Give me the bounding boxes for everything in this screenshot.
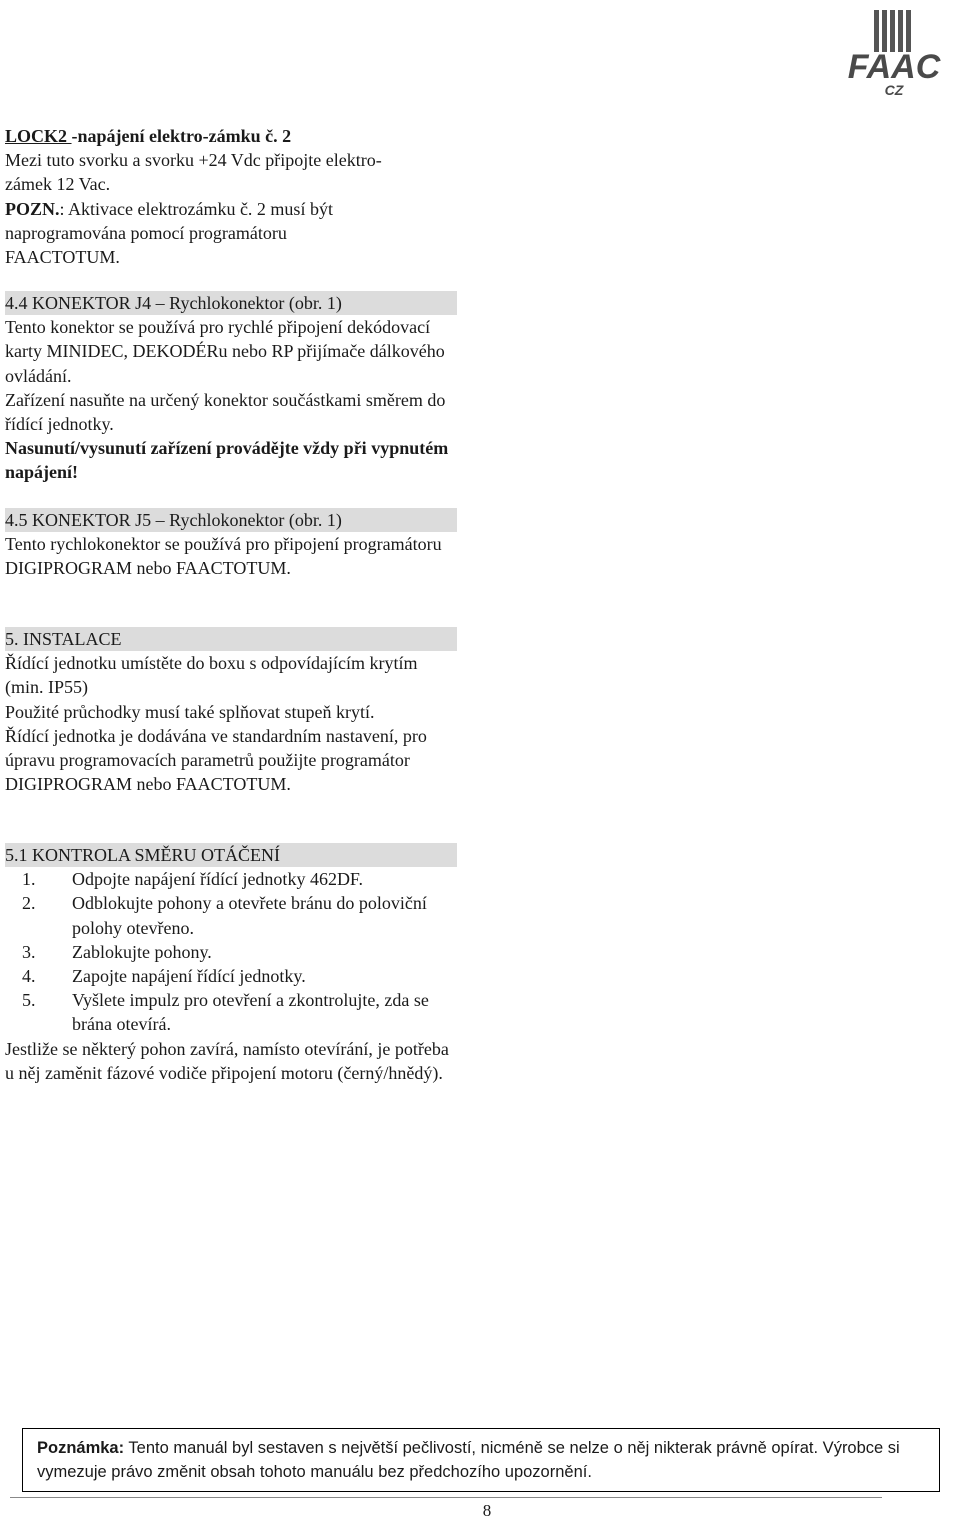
list-item: 1. Odpojte napájení řídící jednotky 462DF. — [40, 867, 457, 891]
list-item: 4. Zapojte napájení řídící jednotky. — [40, 964, 457, 988]
instalace-section — [5, 627, 457, 796]
j4-heading: 4.4 KONEKTOR J4 – Rychlokonektor (obr. 1) — [5, 291, 457, 315]
j4-paragraph-2: Zařízení nasuňte na určený konektor součástkami směrem do řídící jednotky. — [5, 389, 446, 435]
kontrola-section — [5, 843, 457, 1085]
instalace-heading: 5. INSTALACE — [5, 627, 457, 651]
instalace-paragraph-3: Řídící jednotka je dodávána ve standardním nastavení, pro úpravu programovacích parametrů použijte programátor DIGIPROGRAM nebo FAACTOTUM. — [5, 725, 427, 795]
instalace-paragraph-1: Řídící jednotku umístěte do boxu s odpovídajícím krytím (min. IP55) — [5, 653, 418, 698]
j5-section — [5, 508, 457, 581]
list-item: 2. Odblokujte pohony a otevřete bránu do poloviční polohy otevřeno. — [40, 891, 457, 939]
footer-note-text: Tento manuál byl sestaven s největší pečlivostí, nicméně se nelze o něj nikterak právně opírat. Výrobce si vymezuje právo změnit obsah tohoto manuálu bez předchozího upozornění. — [37, 1439, 900, 1481]
kontrola-heading: 5.1 KONTROLA SMĚRU OTÁČENÍ — [5, 843, 457, 867]
faac-logo-graphic — [832, 8, 956, 98]
footer-note-label: Poznámka: — [37, 1439, 125, 1457]
lock2-section: LOCK2 -napájení elektro-zámku č. 2 Mezi tuto svorku a svorku +24 Vdc připojte elektro- zámek 12 Vac. POZN.: Aktivace elektrozámku č. 2 musí být naprogramována pomocí programátoru FAACTOTUM. — [5, 124, 457, 269]
j5-heading: 4.5 KONEKTOR J5 – Rychlokonektor (obr. 1) — [5, 508, 457, 532]
footer-note-box — [22, 1428, 940, 1492]
footer-divider — [10, 1497, 882, 1498]
page-number: 8 — [482, 1501, 492, 1520]
j4-warning: Nasunutí/vysunutí zařízení provádějte vždy při vypnutém napájení! — [5, 438, 449, 483]
j4-paragraph-1: Tento konektor se používá pro rychlé připojení dekódovací karty MINIDEC, DEKODÉRu nebo RP přijímače dálkového ovládání. — [5, 317, 445, 386]
instalace-paragraph-2: Použité průchodky musí také splňovat stupeň krytí. — [5, 701, 375, 722]
lock2-title: LOCK2 -napájení elektro-zámku č. 2 — [5, 126, 292, 146]
j4-section — [5, 291, 457, 485]
kontrola-closing: Jestliže se některý pohon zavírá, namísto otevírání, je potřeba u něj zaměnit fázové vodiče připojení motoru (černý/hnědý). — [5, 1038, 449, 1083]
j5-paragraph-1: Tento rychlokonektor se používá pro připojení programátoru DIGIPROGRAM nebo FAACTOTUM. — [5, 534, 442, 579]
logo-brand: FAAC — [847, 48, 941, 86]
logo-country: CZ — [884, 82, 904, 98]
list-item: 5. Vyšlete impulz pro otevření a zkontrolujte, zda se brána otevírá. — [40, 988, 457, 1036]
faac-logo — [832, 8, 956, 98]
list-item: 3. Zablokujte pohony. — [40, 940, 457, 964]
kontrola-steps — [5, 867, 457, 1036]
